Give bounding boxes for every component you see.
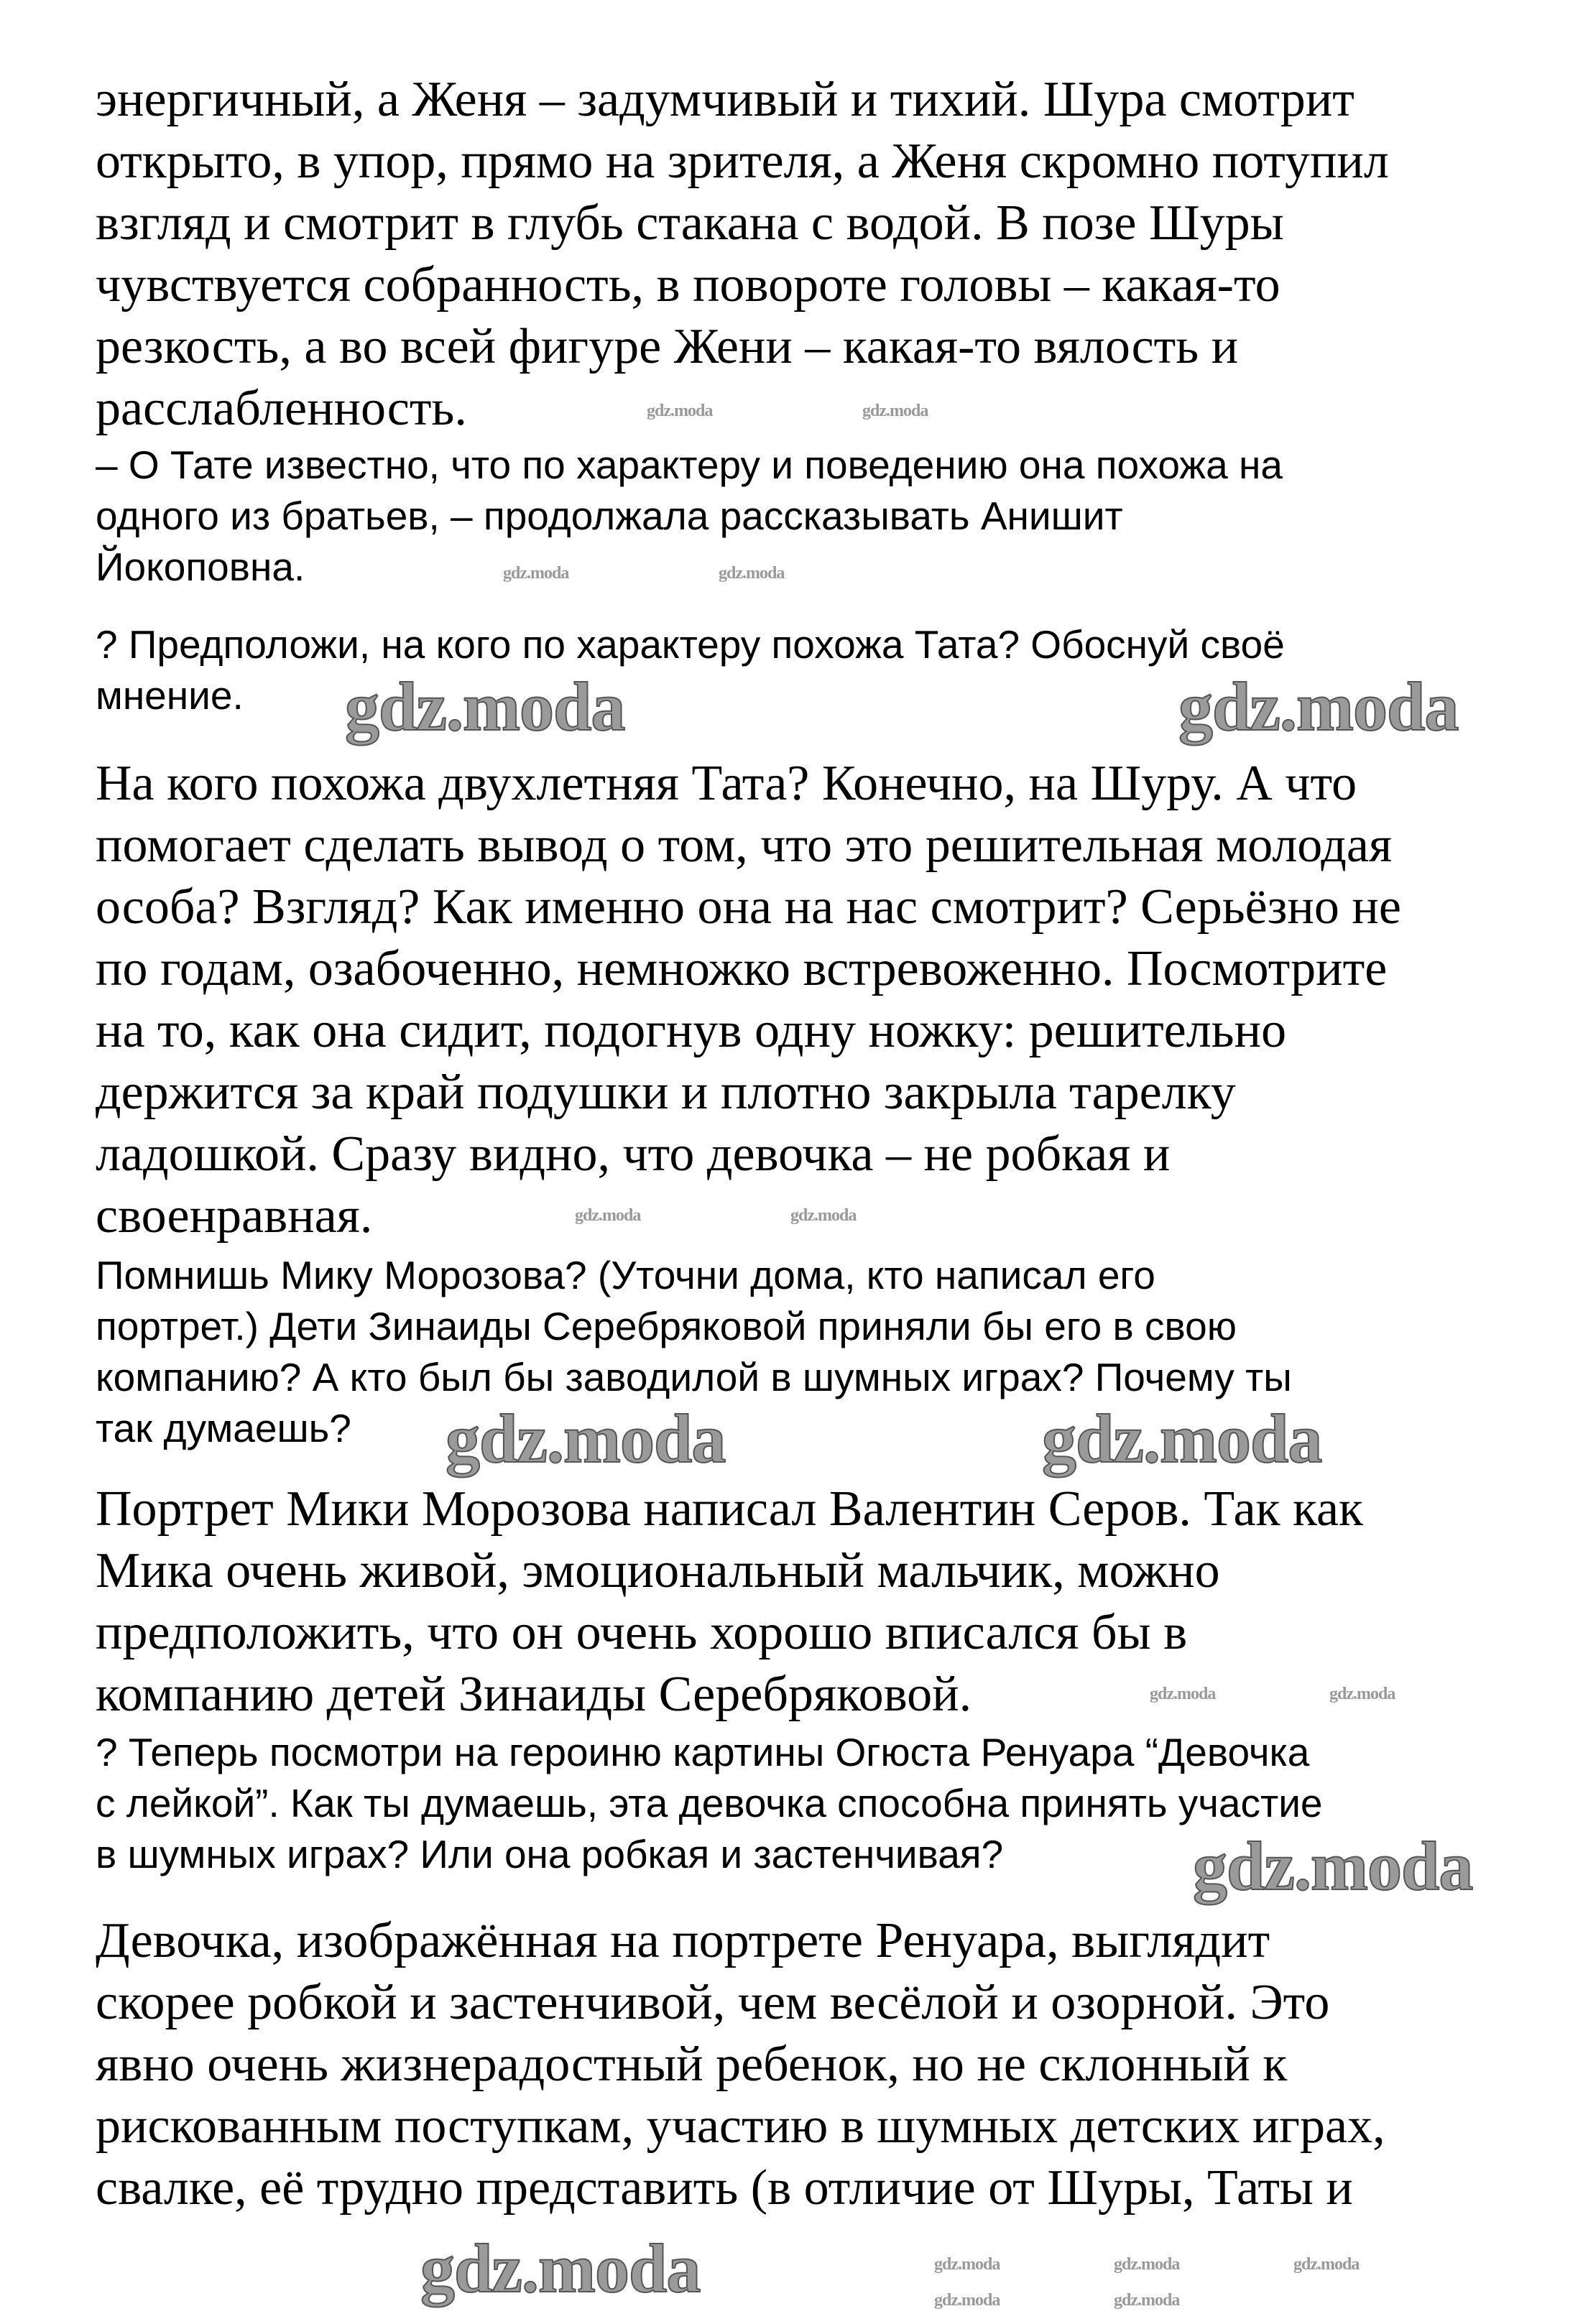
watermark: gdz.moda: [862, 402, 928, 420]
answer-text-line: на то, как она сидит, подогнув одну ножку: решительно: [96, 1003, 1287, 1058]
watermark: gdz.moda: [1042, 1400, 1322, 1477]
question-text-line: мнение.: [96, 673, 244, 718]
answer-text-line: Девочка, изображённая на портрете Ренуара, выглядит: [96, 1913, 1270, 1968]
watermark: gdz.moda: [1293, 2255, 1360, 2274]
answer-text-line: особа? Взгляд? Как именно она на нас смотрит? Серьёзно не: [96, 879, 1401, 935]
watermark: gdz.moda: [503, 564, 569, 583]
question-text-line: – О Тате известно, что по характеру и поведению она похожа на: [96, 443, 1283, 487]
answer-text-line: расслабленность.: [96, 381, 467, 436]
answer-text-line: рискованным поступкам, участию в шумных детских играх,: [96, 2098, 1385, 2154]
answer-text-line: чувствуется собранность, в повороте головы – какая-то: [96, 257, 1280, 313]
watermark: gdz.moda: [575, 1206, 641, 1225]
answer-text-line: энергичный, а Женя – задумчивый и тихий. Шура смотрит: [96, 72, 1354, 127]
watermark: gdz.moda: [1114, 2291, 1180, 2310]
watermark: gdz.moda: [1150, 1685, 1216, 1703]
question-text-line: одного из братьев, – продолжала рассказывать Анишит: [96, 494, 1123, 538]
answer-text-line: взгляд и смотрит в глубь стакана с водой. В позе Шуры: [96, 195, 1284, 251]
answer-text-line: ладошкой. Сразу видно, что девочка – не робкая и: [96, 1126, 1171, 1182]
question-text-line: Помнишь Мику Морозова? (Уточни дома, кто написал его: [96, 1253, 1155, 1297]
answer-text-line: по годам, озабоченно, немножко встревоженно. Посмотрите: [96, 941, 1388, 996]
watermark: gdz.moda: [647, 402, 713, 420]
watermark: gdz.moda: [345, 668, 625, 745]
watermark: gdz.moda: [1329, 1685, 1395, 1703]
watermark: gdz.moda: [1178, 668, 1459, 745]
question-text-line: компанию? А кто был бы заводилой в шумных играх? Почему ты: [96, 1355, 1292, 1399]
question-text-line: ? Предположи, на кого по характеру похожа Тата? Обоснуй своё: [96, 622, 1285, 667]
answer-text-line: На кого похожа двухлетняя Тата? Конечно, на Шуру. А что: [96, 756, 1357, 811]
question-text-line: так думаешь?: [96, 1406, 351, 1450]
question-text-line: Йокоповна.: [96, 545, 305, 589]
answer-text-line: держится за край подушки и плотно закрыла тарелку: [96, 1065, 1236, 1120]
watermark: gdz.moda: [719, 564, 785, 583]
watermark: gdz.moda: [1193, 1828, 1473, 1904]
answer-text-line: Портрет Мики Морозова написал Валентин Серов. Так как: [96, 1481, 1364, 1537]
question-text-line: портрет.) Дети Зинаиды Серебряковой приняли бы его в свою: [96, 1304, 1237, 1348]
answer-text-line: Мика очень живой, эмоциональный мальчик, можно: [96, 1543, 1220, 1598]
watermark: gdz.moda: [790, 1206, 857, 1225]
answer-text-line: резкость, а во всей фигуре Жени – какая-то вялость и: [96, 319, 1239, 374]
answer-text-line: помогает сделать вывод о том, что это решительная молодая: [96, 818, 1393, 873]
answer-text-line: компанию детей Зинаиды Серебряковой.: [96, 1667, 972, 1722]
question-text-line: в шумных играх? Или она робкая и застенчивая?: [96, 1832, 1004, 1876]
watermark: gdz.moda: [446, 1400, 726, 1477]
watermark: gdz.moda: [1114, 2255, 1180, 2274]
watermark: gdz.moda: [934, 2255, 1000, 2274]
answer-text-line: явно очень жизнерадостный ребенок, но не склонный к: [96, 2037, 1288, 2092]
answer-text-line: скорее робкой и застенчивой, чем весёлой и озорной. Это: [96, 1975, 1330, 2030]
question-text-line: ? Теперь посмотри на героиню картины Огюста Ренуара “Девочка: [96, 1730, 1310, 1774]
answer-text-line: своенравная.: [96, 1188, 373, 1244]
answer-text-line: предположить, что он очень хорошо вписался бы в: [96, 1605, 1188, 1660]
answer-text-line: свалке, её трудно представить (в отличие от Шуры, Таты и: [96, 2160, 1353, 2216]
watermark: gdz.moda: [934, 2291, 1000, 2310]
question-text-line: с лейкой”. Как ты думаешь, эта девочка способна принять участие: [96, 1781, 1323, 1825]
answer-text-line: открыто, в упор, прямо на зрителя, а Женя скромно потупил: [96, 134, 1389, 189]
watermark: gdz.moda: [420, 2230, 701, 2307]
